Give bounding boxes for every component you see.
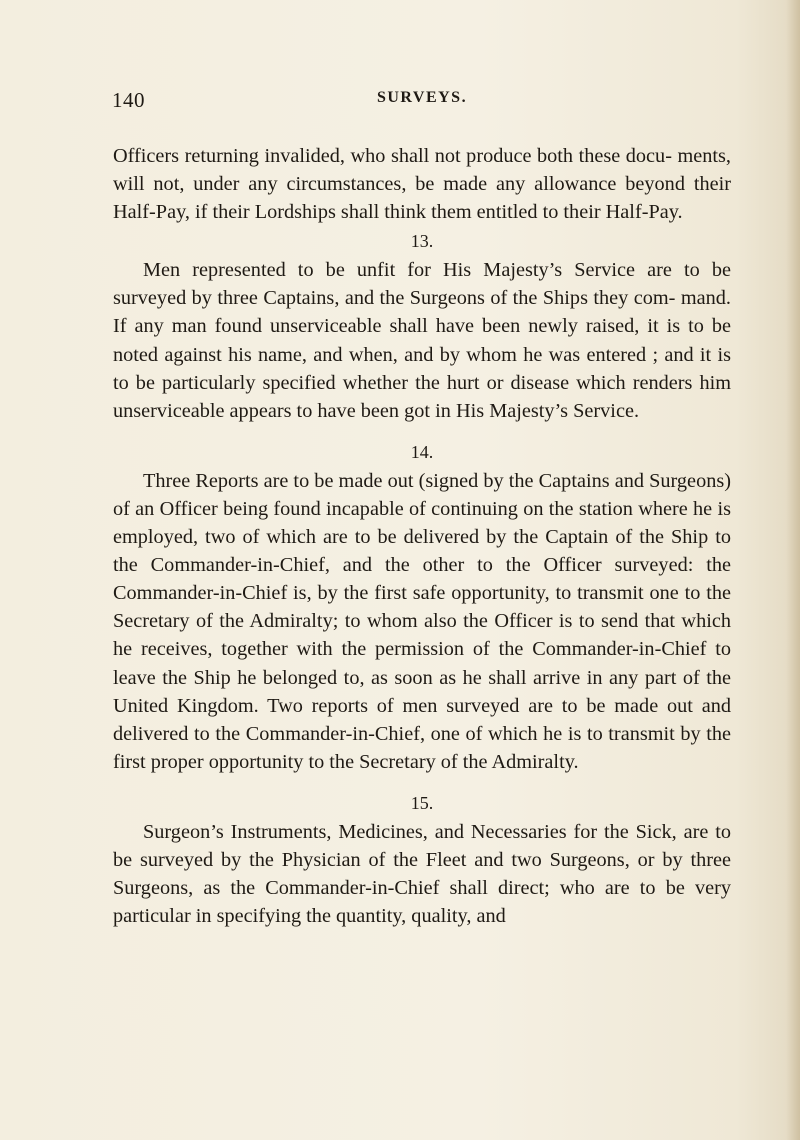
page-header: [112, 88, 732, 118]
running-head: SURVEYS.: [376, 89, 468, 106]
section-number-13: 13.: [410, 231, 434, 252]
paragraph-section-14: Three Reports are to be made out (signed by the Captains and Surgeons) of an Officer being found incapable of continuing on the station where he is employed, two of which are to be delivered by the Captain of the Ship to the Commander-in-Chief, and the other to the Officer surveyed: the Commander-in-Chief is, by the first safe opportunity, to transmit one to the Secretary of the Admiralty; to whom also the Officer is to send that which he receives, together with the permission of the Commander-in-Chief to leave the Ship he belonged to, as soon as he shall arrive in any part of the United Kingdom. Two reports of men surveyed are to be made out and delivered to the Commander-in-Chief, one of which he is to transmit by the first proper opportunity to the Secretary of the Admiralty.: [113, 469, 731, 773]
page-number: 140: [112, 88, 145, 112]
section-number-15: 15.: [410, 792, 434, 813]
section-number-14: 14.: [410, 441, 434, 462]
paragraph-section-13: Men represented to be unfit for His Majesty’s Service are to be surveyed by three Captains, and the Surgeons of the Ships they com- mand. If any man found unserviceable shall have been newly raised, it is to be noted against his name, and when, and by whom he was entered ; and it is to be particularly specified whether the hurt or disease which renders him unserviceable appears to have been got in His Majesty’s Service.: [113, 259, 731, 422]
page-body: [113, 142, 731, 930]
page-edge-shadow: [786, 0, 800, 1140]
paragraph-officers-invalided: Officers returning invalided, who shall not produce both these docu- ments, will not, under any circumstances, be made any allowance beyond their Half-Pay, if their Lordships shall think them entitled to their Half-Pay.: [113, 145, 731, 224]
paragraph-section-15: Surgeon’s Instruments, Medicines, and Necessaries for the Sick, are to be surveyed by the Physician of the Fleet and two Surgeons, or by three Surgeons, as the Commander-in-Chief shall direct; who are to be very particular in specifying the quantity, quality, and: [113, 820, 731, 928]
